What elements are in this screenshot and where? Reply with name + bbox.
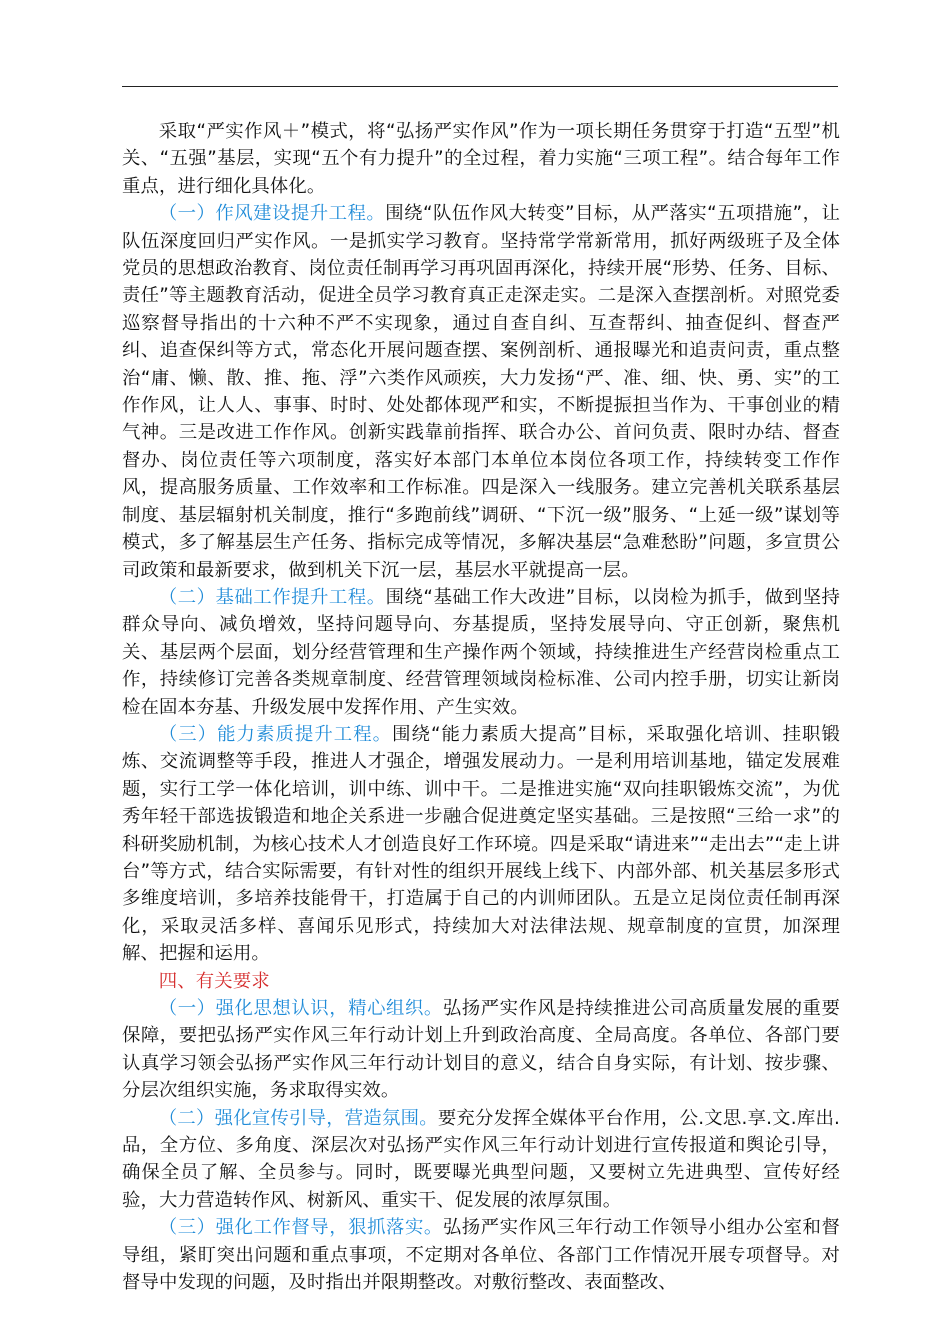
header-rule — [122, 86, 838, 87]
project-paragraph-1 — [122, 200, 840, 584]
requirement-body-2: 要充分发挥全媒体平台作用，公.文思.享.文.库出.品，全方位、多角度、深层次对弘扬严实作风三年行动计划进行宣传报道和舆论引导，确保全员了解、全员参与。同时，既要曝光典型问题，又要树立先进典型、宣传好经验，大力营造转作风、树新风、重实干、促发展的浓厚氛围。 — [122, 1107, 840, 1211]
section-title: 四、有关要求 — [158, 970, 270, 992]
project-body-3: 围绕“能力素质大提高”目标，采取强化培训、挂职锻炼、交流调整等手段，推进人才强企，增强发展动力。一是利用培训基地，锚定发展难题，实行工学一体化培训，训中练、训中干。二是推进实施“双向挂职锻炼交流”，为优秀年轻干部选拔锻造和地企关系进一步融合促进奠定坚实基础。三是按照“三给一求”的科研奖励机制，为核心技术人才创造良好工作环境。四是采取“请进来”“走出去”“走上讲台”等方式，结合实际需要，有针对性的组织开展线上线下、内部外部、机关基层多形式多维度培训，多培养技能骨干，打造属于自己的内训师团队。五是立足岗位责任制再深化，采取灵活多样、喜闻乐见形式，持续加大对法律法规、规章制度的宣贯，加深理解、把握和运用。 — [122, 723, 840, 965]
project-paragraph-2 — [122, 584, 840, 721]
requirement-heading-2: （二）强化宣传引导，营造氛围。 — [158, 1107, 438, 1129]
project-heading-1: （一）作风建设提升工程。 — [158, 203, 386, 225]
requirement-paragraph-1 — [122, 995, 840, 1105]
requirement-paragraph-2 — [122, 1105, 840, 1215]
project-body-1: 围绕“队伍作风大转变”目标，从严落实“五项措施”，让队伍深度回归严实作风。一是抓实学习教育。坚持常学常新常用，抓好两级班子及全体党员的思想政治教育、岗位责任制再学习再巩固再深化，持续开展“形势、任务、目标、责任”等主题教育活动，促进全员学习教育真正走深走实。二是深入查摆剖析。对照党委巡察督导指出的十六种不严不实现象，通过自查自纠、互查帮纠、抽查促纠、督查严纠、追查保纠等方式，常态化开展问题查摆、案例剖析、通报曝光和追责问责，重点整治“庸、懒、散、推、拖、浮”六类作风顽疾，大力发扬“严、准、细、快、勇、实”的工作作风，让人人、事事、时时、处处都体现严和实，不断提振担当作为、干事创业的精气神。三是改进工作作风。创新实践靠前指挥、联合办公、首问负责、限时办结、督查督办、岗位责任等六项制度，落实好本部门本单位本岗位各项工作，持续转变工作作风，提高服务质量、工作效率和工作标准。四是深入一线服务。建立完善机关联系基层制度、基层辐射机关制度，推行“多跑前线”调研、“下沉一级”服务、“上延一级”谋划等模式，多了解基层生产任务、指标完成等情况，多解决基层“急难愁盼”问题，多宣贯公司政策和最新要求，做到机关下沉一层，基层水平就提高一层。 — [122, 203, 840, 581]
project-heading-3: （三）能力素质提升工程。 — [158, 723, 393, 745]
requirement-heading-1: （一）强化思想认识，精心组织。 — [158, 998, 443, 1019]
intro-paragraph: 采取“严实作风＋”模式，将“弘扬严实作风”作为一项长期任务贯穿于打造“五型”机关、“五强”基层，实现“五个有力提升”的全过程，着力实施“三项工程”。结合每年工作重点，进行细化具体化。 — [122, 121, 840, 197]
requirement-body-1: 弘扬严实作风是持续推进公司高质量发展的重要保障，要把弘扬严实作风三年行动计划上升到政治高度、全局高度。各单位、各部门要认真学习领会弘扬严实作风三年行动计划目的意义，结合自身实际，有计划、按步骤、分层次组织实施，务求取得实效。 — [122, 998, 840, 1102]
requirement-body-3: 弘扬严实作风三年行动工作领导小组办公室和督导组，紧盯突出问题和重点事项，不定期对各单位、各部门工作情况开展专项督导。对督导中发现的问题，及时指出并限期整改。对敷衍整改、表面整改、 — [122, 1217, 840, 1294]
document-body — [122, 118, 840, 1296]
project-body-2: 围绕“基础工作大改进”目标，以岗检为抓手，做到坚持群众导向、减负增效，坚持问题导向、夯基提质，坚持发展导向、守正创新，聚焦机关、基层两个层面，划分经营管理和生产操作两个领域，持续推进生产经营岗检重点工作，持续修订完善各类规章制度、经营管理领域岗检标准、公司内控手册，切实让新岗检在固本夯基、升级发展中发挥作用、产生实效。 — [122, 586, 840, 718]
requirement-heading-3: （三）强化工作督导，狠抓落实。 — [158, 1217, 443, 1239]
requirement-paragraph-3 — [122, 1214, 840, 1296]
project-paragraph-3 — [122, 721, 840, 968]
project-heading-2: （二）基础工作提升工程。 — [158, 586, 386, 608]
